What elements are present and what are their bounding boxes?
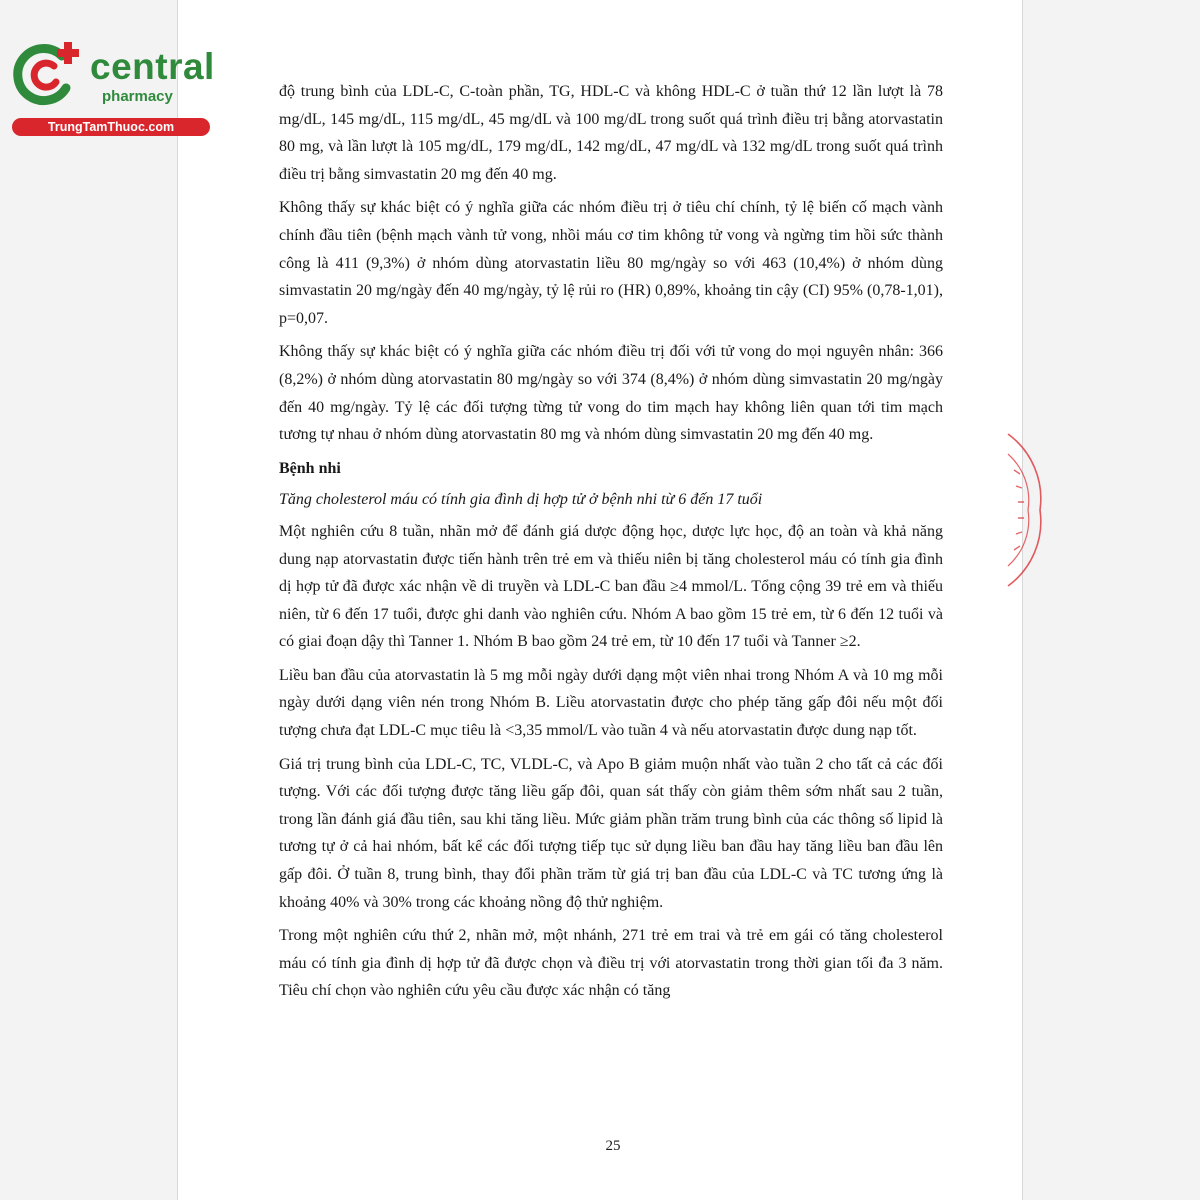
page-number: 25 [605, 1138, 621, 1154]
red-seal-stamp-icon [1004, 430, 1044, 590]
logo-wordmark: central [90, 46, 215, 87]
paragraph-second-study: Trong một nghiên cứu thứ 2, nhãn mở, một nhánh, 271 trẻ em trai và trẻ em gái có tăng cholesterol máu có tính gia đình dị hợp tử đã được chọn và điều trị với atorvastatin trong thời gian tối đa 3 năm. Tiêu chí chọn vào nghiên cứu yêu cầu được xác nhận có tăng [279, 927, 943, 1000]
paragraph-initial-dose: Liều ban đầu của atorvastatin là 5 mg mỗi ngày dưới dạng một viên nhai trong Nhóm A và 10 mg mỗi ngày dưới dạng viên nén trong Nhóm B. Liều atorvastatin được cho phép tăng gấp đôi nếu một đối tượng chưa đạt LDL-C mục tiêu là <3,35 mmol/L vào tuần 4 và nếu atorvastatin được dung nạp tốt. [279, 666, 943, 740]
paragraph-8-week-study: Một nghiên cứu 8 tuần, nhãn mở để đánh giá dược động học, dược lực học, độ an toàn và khả năng dung nạp atorvastatin được tiến hành trên trẻ em và thiếu niên bị tăng cholesterol máu có tính gia đình dị hợp tử đã được xác nhận về di truyền và LDL-C ban đầu ≥4 mmol/L. Tổng cộng 39 trẻ em và thiếu niên, từ 6 đến 17 tuổi, được ghi danh vào nghiên cứu. Nhóm A bao gồm 15 trẻ em, từ 6 đến 12 tuổi và có giai đoạn dậy thì Tanner 1. Nhóm B bao gồm 24 trẻ em, từ 10 đến 17 tuổi và Tanner ≥2. [279, 522, 943, 651]
logo-website-banner: TrungTamThuoc.com [12, 118, 210, 136]
subsection-heading: Tăng cholesterol máu có tính gia đình dị hợp tử ở bệnh nhi từ 6 đến 17 tuổi [279, 491, 763, 509]
paragraph-lipid-levels: độ trung bình của LDL-C, C-toàn phần, TG, HDL-C và không HDL-C ở tuần thứ 12 lần lượt là 78 mg/dL, 145 mg/dL, 115 mg/dL, 45 mg/dL và 100 mg/dL trong suốt quá trình điều trị bằng atorvastatin 80 mg, và lần lượt là 105 mg/dL, 179 mg/dL, 142 mg/dL, 47 mg/dL và 132 mg/dL trong suốt quá trình điều trị bằng simvastatin 20 mg đến 40 mg. [279, 83, 943, 183]
section-heading-pediatric: Bệnh nhi [279, 459, 341, 477]
central-pharmacy-logo[interactable] [10, 38, 215, 138]
paragraph-mean-values: Giá trị trung bình của LDL-C, TC, VLDL-C, và Apo B giảm muộn nhất vào tuần 2 cho tất cả các đối tượng. Với các đối tượng được tăng liều gấp đôi, quan sát thấy còn giảm thêm sớm nhất sau 2 tuần, trong lần đánh giá đầu tiên, sau khi tăng liều. Mức giảm phần trăm trung bình của các thông số lipid là tương tự ở cả hai nhóm, bất kể các đối tượng tiếp tục sử dụng liều ban đầu hay tăng liều ban đầu lên gấp đôi. Ở tuần 8, trung bình, thay đổi phần trăm từ giá trị ban đầu của LDL-C và TC tương ứng là khoảng 40% và 30% trong các khoảng nồng độ thử nghiệm. [279, 755, 943, 911]
pharmacy-cross-logo-icon [10, 38, 84, 112]
paragraph-primary-endpoint: Không thấy sự khác biệt có ý nghĩa giữa các nhóm điều trị ở tiêu chí chính, tỷ lệ biến cố mạch vành chính đầu tiên (bệnh mạch vành tử vong, nhồi máu cơ tim không tử vong và ngừng tim hồi sức thành công là 411 (9,3%) ở nhóm dùng atorvastatin liều 80 mg/ngày so với 463 (10,4%) ở nhóm dùng simvastatin 20 mg/ngày đến 40 mg/ngày, tỷ lệ rủi ro (HR) 0,89%, khoảng tin cậy (CI) 95% (0,78-1,01), p=0,07. [279, 199, 943, 327]
document-body [279, 78, 943, 1011]
paragraph-all-cause-mortality: Không thấy sự khác biệt có ý nghĩa giữa các nhóm điều trị đối với tử vong do mọi nguyên nhân: 366 (8,2%) ở nhóm dùng atorvastatin 80 mg/ngày so với 374 (8,4%) ở nhóm dùng simvastatin 20 mg/ngày đến 40 mg/ngày. Tỷ lệ các đối tượng từng tử vong do tim mạch hay không liên quan tới tim mạch tương tự nhau ở nhóm dùng atorvastatin 80 mg và nhóm dùng simvastatin 20 mg đến 40 mg. [279, 343, 943, 444]
logo-subtitle: pharmacy [102, 88, 173, 105]
